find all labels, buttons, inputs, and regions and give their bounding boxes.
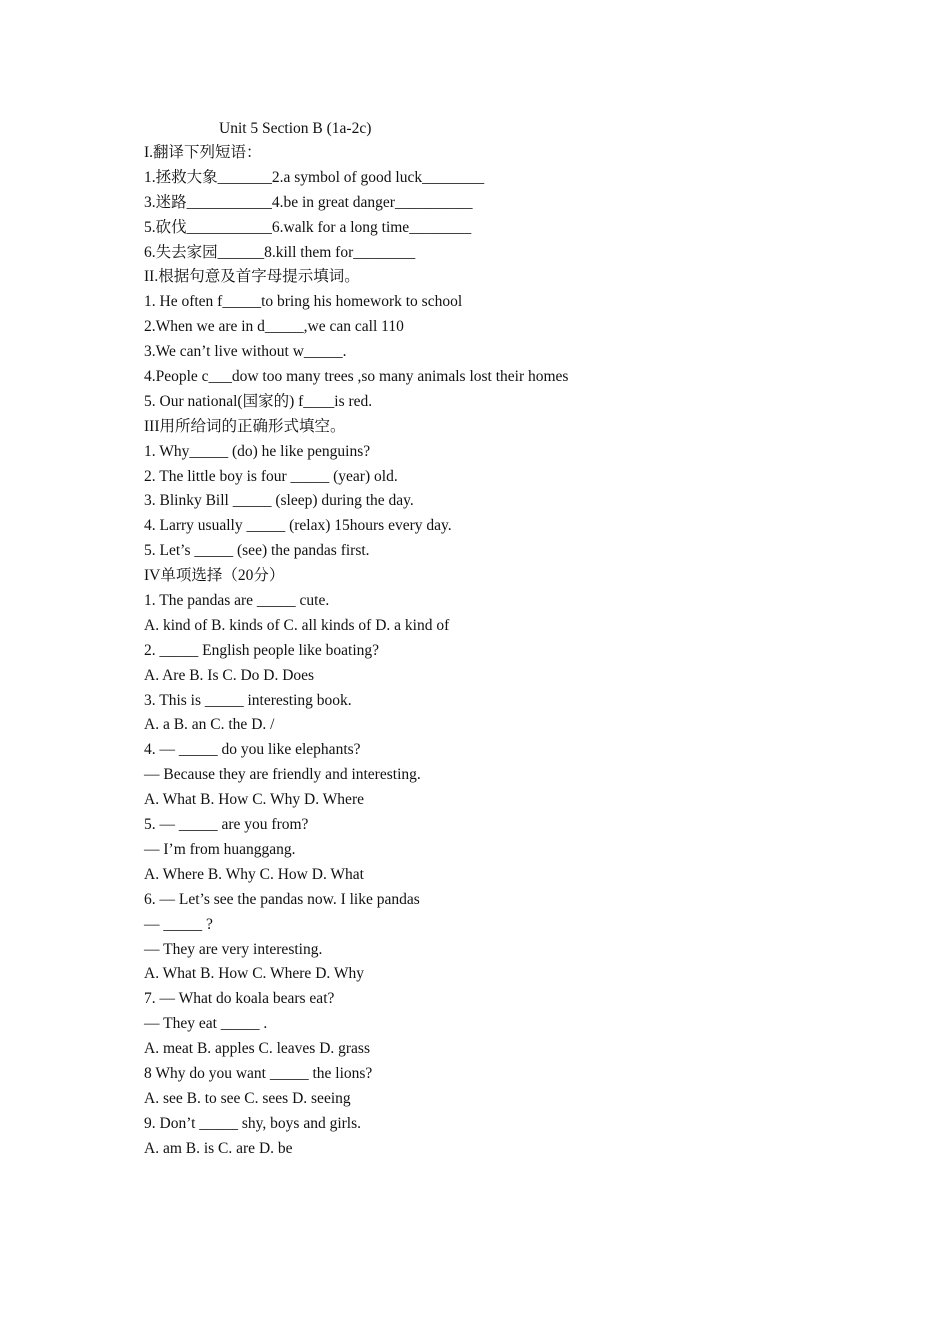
text-line: III用所给词的正确形式填空。 xyxy=(144,417,346,435)
text-line: 3. Blinky Bill _____ (sleep) during the day. xyxy=(144,492,414,510)
text-line: A. kind of B. kinds of C. all kinds of D. a kind of xyxy=(144,616,450,634)
text-line: 3.迷路___________4.be in great danger__________ xyxy=(144,193,473,211)
text-line: 1. The pandas are _____ cute. xyxy=(144,592,330,610)
text-line: — I’m from huanggang. xyxy=(144,840,296,858)
text-line: A. see B. to see C. sees D. seeing xyxy=(144,1089,351,1107)
text-line: 2.When we are in d_____,we can call 110 xyxy=(144,318,404,336)
text-line: 5. Let’s _____ (see) the pandas first. xyxy=(144,542,370,560)
text-line: IV单项选择（20分） xyxy=(144,567,285,585)
text-line: A. Where B. Why C. How D. What xyxy=(144,865,364,883)
text-line: A. What B. How C. Why D. Where xyxy=(144,791,364,809)
text-line: 2. The little boy is four _____ (year) old. xyxy=(144,467,398,485)
text-line: 9. Don’t _____ shy, boys and girls. xyxy=(144,1114,361,1132)
text-line: A. What B. How C. Where D. Why xyxy=(144,965,364,983)
text-line: 2. _____ English people like boating? xyxy=(144,641,380,659)
text-line: A. Are B. Is C. Do D. Does xyxy=(144,666,315,684)
text-line: — _____ ? xyxy=(144,915,213,933)
text-line: A. a B. an C. the D. / xyxy=(144,716,275,734)
text-line: II.根据句意及首字母提示填词。 xyxy=(144,268,360,286)
text-line: 3.We can’t live without w_____. xyxy=(144,343,347,361)
worksheet-body xyxy=(144,141,844,1162)
text-line: 6.失去家园______8.kill them for________ xyxy=(144,243,416,261)
text-line: 1.拯救大象_______2.a symbol of good luck________ xyxy=(144,168,485,186)
text-line: 6. — Let’s see the pandas now. I like pandas xyxy=(144,890,420,908)
text-line: 5. — _____ are you from? xyxy=(144,816,309,834)
text-line: 4. — _____ do you like elephants? xyxy=(144,741,361,759)
text-line: — They eat _____ . xyxy=(144,1015,268,1033)
text-line: 5. Our national(国家的) f____is red. xyxy=(144,392,373,410)
text-line: 4. Larry usually _____ (relax) 15hours every day. xyxy=(144,517,452,535)
text-line: A. meat B. apples C. leaves D. grass xyxy=(144,1040,370,1058)
text-line: — Because they are friendly and interesting. xyxy=(144,766,421,784)
text-line: 3. This is _____ interesting book. xyxy=(144,691,352,709)
text-line: 8 Why do you want _____ the lions? xyxy=(144,1064,373,1082)
text-line: 1. Why_____ (do) he like penguins? xyxy=(144,442,371,460)
text-line: I.翻译下列短语： xyxy=(144,144,262,161)
text-line: — They are very interesting. xyxy=(144,940,323,958)
text-line: 1. He often f_____to bring his homework to school xyxy=(144,293,463,311)
text-line: 7. — What do koala bears eat? xyxy=(144,990,335,1008)
worksheet-page xyxy=(144,116,844,1162)
text-line: 4.People c___dow too many trees ,so many animals lost their homes xyxy=(144,368,569,386)
text-line: A. am B. is C. are D. be xyxy=(144,1139,293,1157)
text-line: 5.砍伐___________6.walk for a long time________ xyxy=(144,218,472,236)
page-title: Unit 5 Section B (1a-2c) xyxy=(219,120,372,137)
